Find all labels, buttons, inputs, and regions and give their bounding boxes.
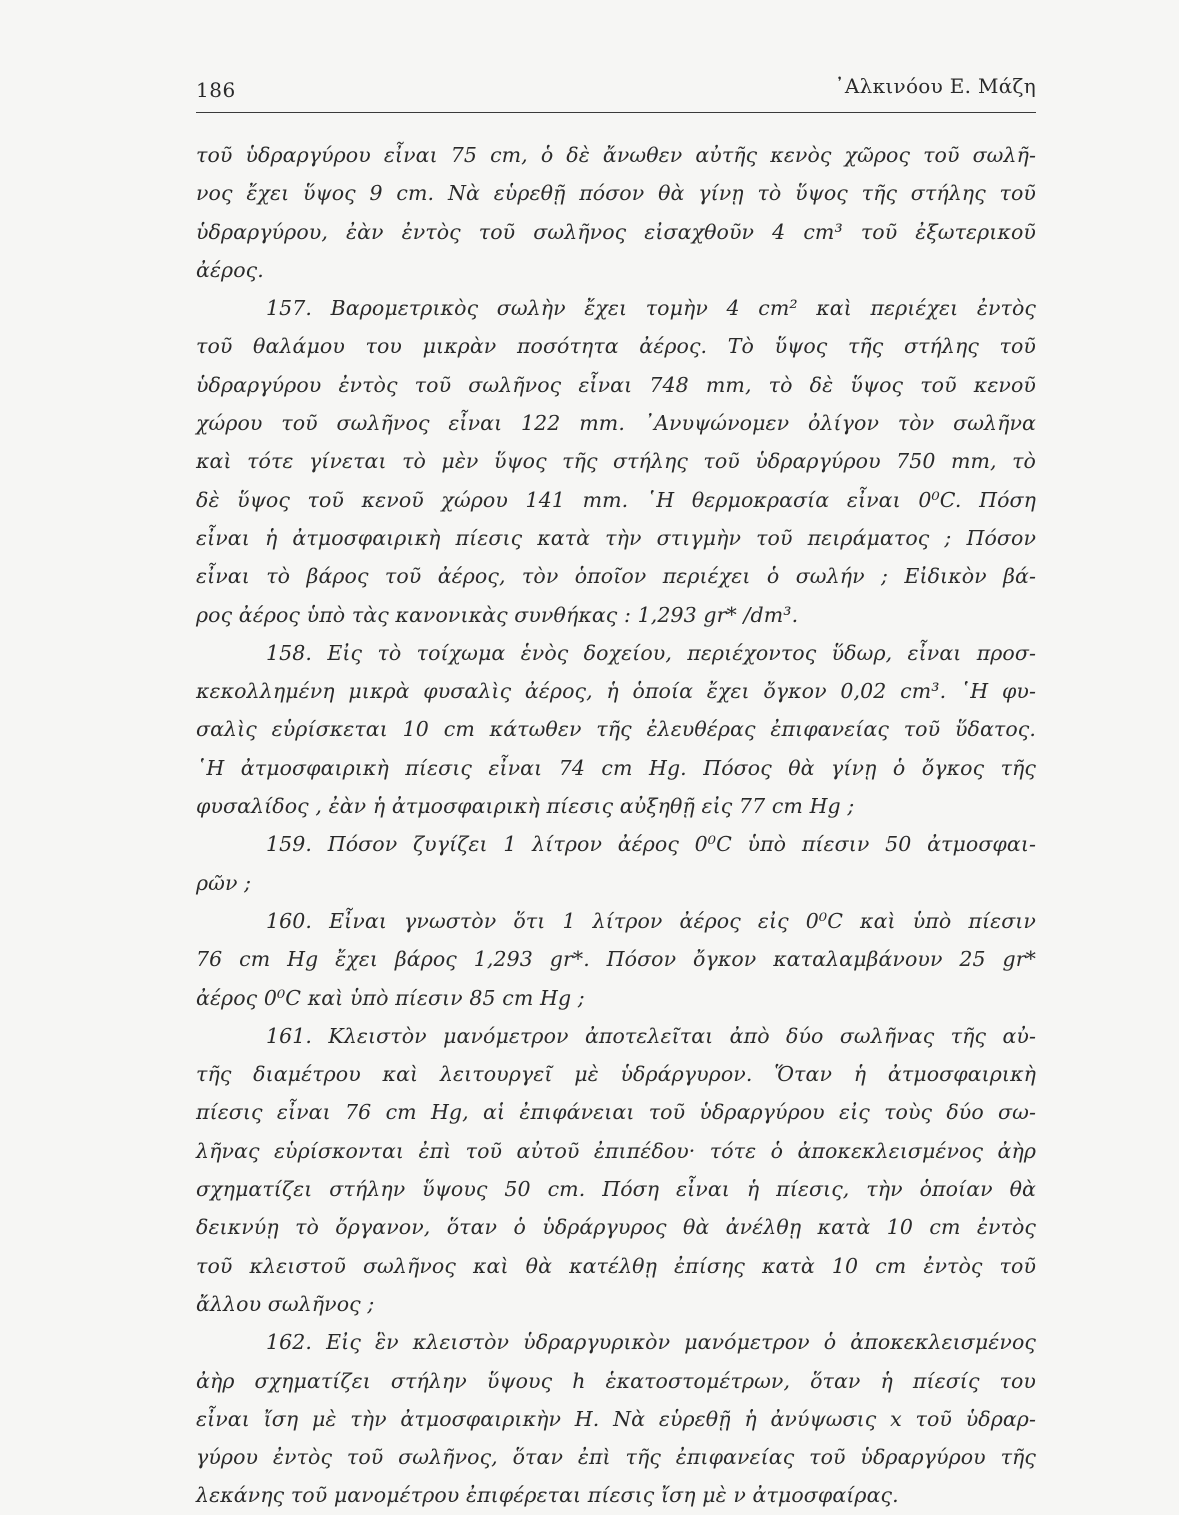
paragraph [196, 136, 1036, 289]
text-line: σχηματίζει στήλην ὕψους 50 cm. Πόση εἶναι ἡ πίεσις, τὴν ὁποίαν θὰ [196, 1177, 1036, 1202]
text-line: ρῶν ; [196, 870, 252, 895]
paragraph [196, 825, 1036, 902]
page-header [196, 74, 1036, 114]
header-rule [196, 112, 1036, 113]
text-line: λεκάνης τοῦ μανομέτρου ἐπιφέρεται πίεσις ἴση μὲ ν ἀτμοσφαίρας. [196, 1483, 899, 1508]
text-line: ἄλλου σωλῆνος ; [196, 1291, 375, 1316]
paragraph [196, 289, 1036, 634]
paragraph [196, 1017, 1036, 1323]
text-line: ἀέρος. [196, 257, 264, 282]
text-line: 161. Κλειστὸν μανόμετρον ἀποτελεῖται ἀπὸ δύο σωλῆνας τῆς αὐ- [266, 1023, 1036, 1048]
text-line: καὶ τότε γίνεται τὸ μὲν ὕψος τῆς στήλης τοῦ ὑδραργύρου 750 mm, τὸ [196, 449, 1036, 474]
text-line: ἀὴρ σχηματίζει στήλην ὕψους h ἑκατοστομέτρων, ὅταν ἡ πίεσίς του [196, 1368, 1036, 1393]
text-line: δεικνύῃ τὸ ὄργανον, ὅταν ὁ ὑδράργυρος θὰ ἀνέλθῃ κατὰ 10 cm ἐντὸς [196, 1215, 1036, 1240]
text-line: εἶναι τὸ βάρος τοῦ ἀέρος, τὸν ὁποῖον περιέχει ὁ σωλήν ; Εἰδικὸν βά- [196, 564, 1036, 589]
text-line: ρος ἀέρος ὑπὸ τὰς κανονικὰς συνθήκας : 1,293 gr* /dm³. [196, 602, 799, 627]
text-line: εἶναι ἡ ἀτμοσφαιρικὴ πίεσις κατὰ τὴν στιγμὴν τοῦ πειράματος ; Πόσον [196, 525, 1036, 550]
text-line: τοῦ κλειστοῦ σωλῆνος καὶ θὰ κατέλθῃ ἐπίσης κατὰ 10 cm ἐντὸς τοῦ [196, 1253, 1036, 1278]
text-line: εἶναι ἴση μὲ τὴν ἀτμοσφαιρικὴν H. Νὰ εὑρεθῇ ἡ ἀνύψωσις x τοῦ ὑδραρ- [196, 1406, 1036, 1431]
paragraph [196, 634, 1036, 825]
running-head: ᾿Αλκινόου Ε. Μάζη [834, 74, 1036, 98]
text-line: ὑδραργύρου ἐντὸς τοῦ σωλῆνος εἶναι 748 mm, τὸ δὲ ὕψος τοῦ κενοῦ [196, 372, 1036, 397]
text-line: νος ἔχει ὕψος 9 cm. Νὰ εὑρεθῇ πόσον θὰ γίνῃ τὸ ὕψος τῆς στήλης τοῦ [196, 181, 1036, 206]
text-line: ῾Η ἀτμοσφαιρικὴ πίεσις εἶναι 74 cm Hg. Πόσος θὰ γίνῃ ὁ ὄγκος τῆς [196, 755, 1036, 780]
text-line: σαλὶς εὑρίσκεται 10 cm κάτωθεν τῆς ἐλευθέρας ἐπιφανείας τοῦ ὕδατος. [196, 717, 1036, 742]
text-line: 159. Πόσον ζυγίζει 1 λίτρον ἀέρος 0⁰C ὑπὸ πίεσιν 50 ἀτμοσφαι- [266, 832, 1036, 857]
text-line: κεκολλημένη μικρὰ φυσαλὶς ἀέρος, ἡ ὁποία ἔχει ὄγκον 0,02 cm³. ῾Η φυ- [196, 679, 1036, 704]
body-text [196, 136, 1036, 1515]
text-line: πίεσις εἶναι 76 cm Hg, αἱ ἐπιφάνειαι τοῦ ὑδραργύρου εἰς τοὺς δύο σω- [196, 1100, 1036, 1125]
text-line: τοῦ θαλάμου του μικρὰν ποσότητα ἀέρος. Τὸ ὕψος τῆς στήλης τοῦ [196, 334, 1036, 359]
text-line: δὲ ὕψος τοῦ κενοῦ χώρου 141 mm. ῾Η θερμοκρασία εἶναι 0⁰C. Πόση [196, 487, 1036, 512]
text-line: τῆς διαμέτρου καὶ λειτουργεῖ μὲ ὑδράργυρον. Ὅταν ἡ ἀτμοσφαιρικὴ [196, 1062, 1036, 1087]
paragraph [196, 1323, 1036, 1514]
text-line: τοῦ ὑδραργύρου εἶναι 75 cm, ὁ δὲ ἄνωθεν αὐτῆς κενὸς χῶρος τοῦ σωλῆ- [196, 143, 1036, 167]
text-line: φυσαλίδος , ἐὰν ἡ ἀτμοσφαιρικὴ πίεσις αὐξηθῇ εἰς 77 cm Hg ; [196, 794, 855, 819]
text-line: 76 cm Hg ἔχει βάρος 1,293 gr*. Πόσον ὄγκον καταλαμβάνουν 25 gr* [196, 947, 1036, 972]
text-line: 158. Εἰς τὸ τοίχωμα ἑνὸς δοχείου, περιέχοντος ὕδωρ, εἶναι προσ- [266, 640, 1036, 665]
text-line: 160. Εἶναι γνωστὸν ὅτι 1 λίτρον ἀέρος εἰς 0⁰C καὶ ὑπὸ πίεσιν [266, 908, 1036, 933]
text-line: ἀέρος 0⁰C καὶ ὑπὸ πίεσιν 85 cm Hg ; [196, 985, 585, 1010]
text-line: 162. Εἰς ἓν κλειστὸν ὑδραργυρικὸν μανόμετρον ὁ ἀποκεκλεισμένος [266, 1330, 1036, 1355]
text-line: ὑδραργύρου, ἐὰν ἐντὸς τοῦ σωλῆνος εἰσαχθοῦν 4 cm³ τοῦ ἐξωτερικοῦ [196, 219, 1036, 244]
text-line: χώρου τοῦ σωλῆνος εἶναι 122 mm. ᾿Ανυψώνομεν ὀλίγον τὸν σωλῆνα [196, 411, 1036, 436]
text-line: 157. Βαρομετρικὸς σωλὴν ἔχει τομὴν 4 cm² καὶ περιέχει ἐντὸς [266, 296, 1036, 321]
paragraph [196, 902, 1036, 1017]
text-line: λῆνας εὑρίσκονται ἐπὶ τοῦ αὐτοῦ ἐπιπέδου· τότε ὁ ἀποκεκλεισμένος ἀὴρ [196, 1138, 1036, 1163]
page-number: 186 [196, 78, 236, 102]
text-line: γύρου ἐντὸς τοῦ σωλῆνος, ὅταν ἐπὶ τῆς ἐπιφανείας τοῦ ὑδραργύρου τῆς [196, 1445, 1036, 1470]
